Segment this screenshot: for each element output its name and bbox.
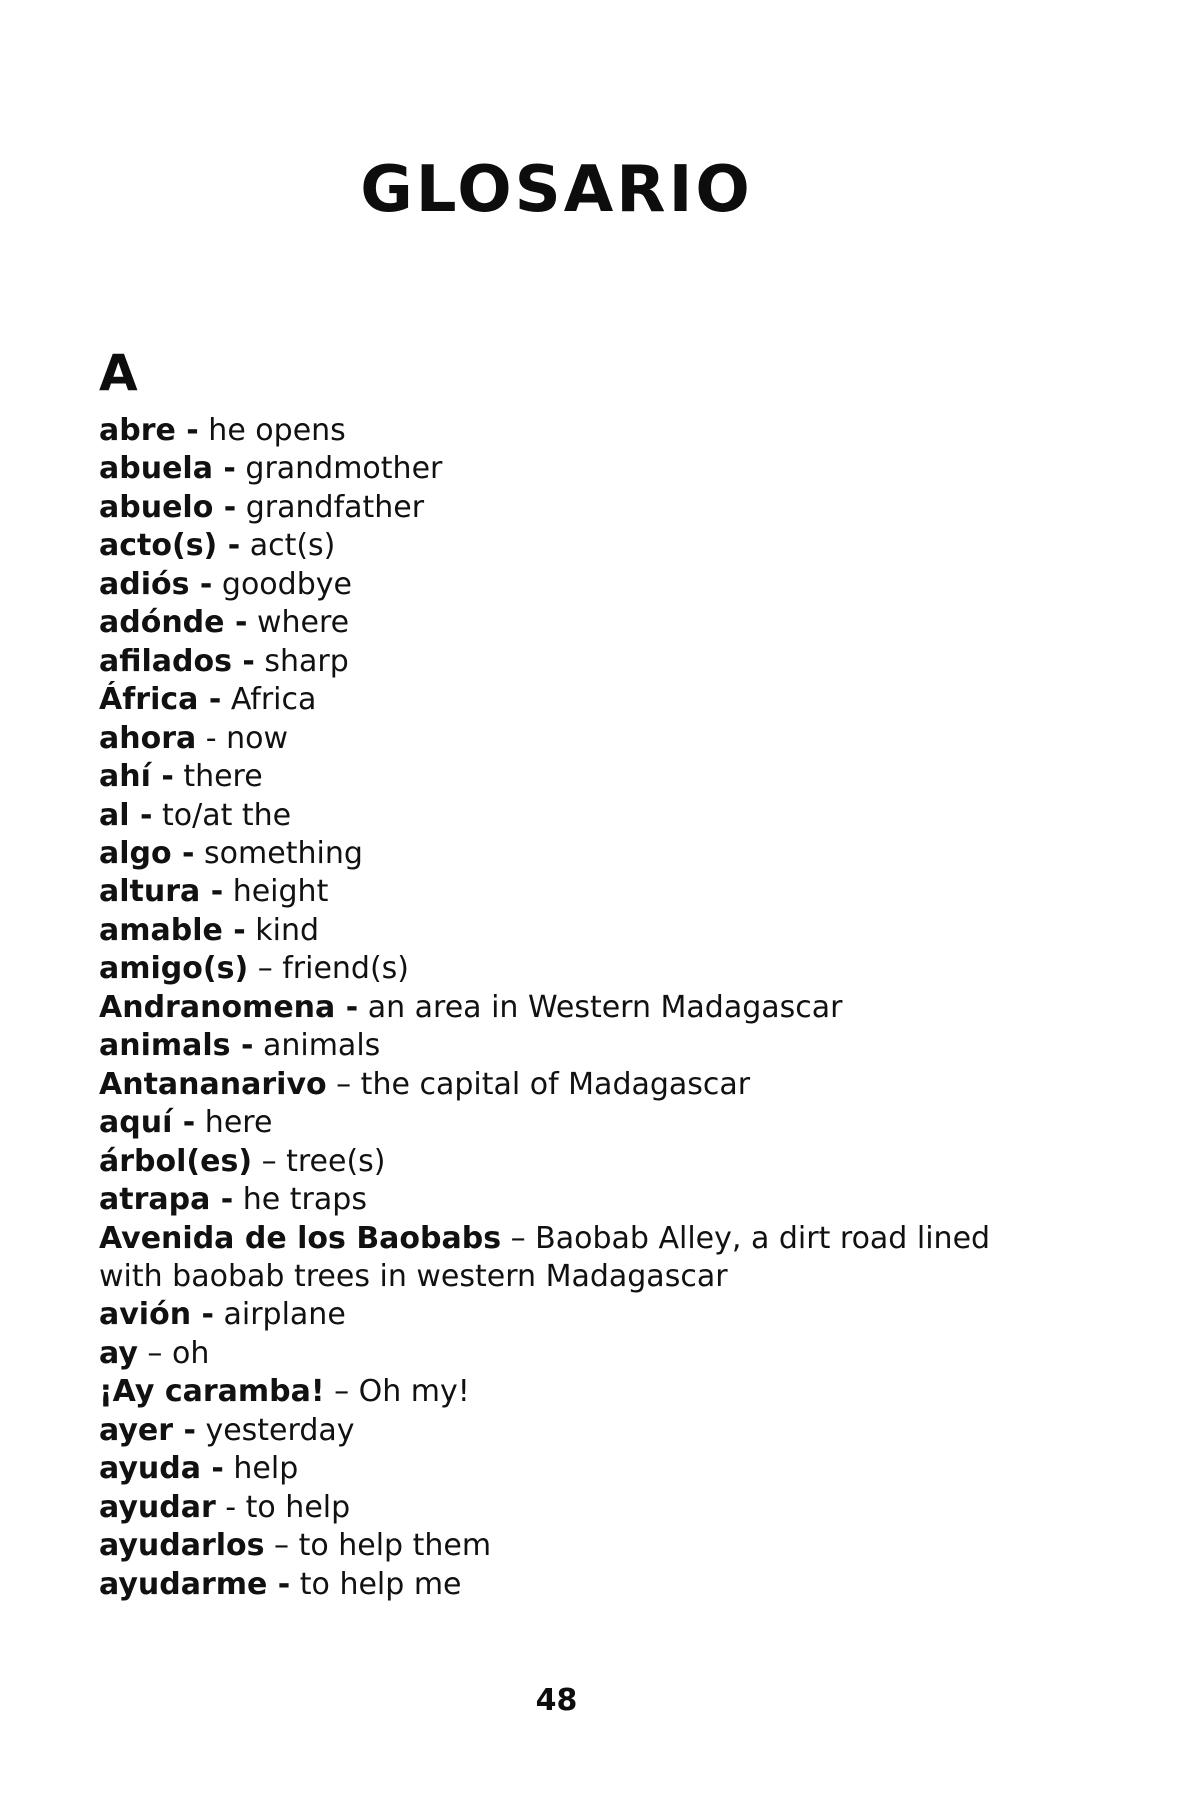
- glossary-entry: [99, 797, 1059, 835]
- glossary-entry: [99, 758, 1059, 796]
- glossary-entry: [99, 1335, 1059, 1373]
- glossary-definition: sharp: [254, 643, 349, 679]
- glossary-term: amable -: [99, 912, 246, 948]
- glossary-definition: animals: [253, 1028, 381, 1064]
- glossary-entry: [99, 566, 1059, 604]
- glossary-term: abre -: [99, 413, 199, 448]
- page-number: 48: [535, 1683, 578, 1718]
- glossary-entry: [99, 450, 1059, 488]
- glossary-term: avión -: [99, 1297, 214, 1333]
- glossary-term: aquí -: [99, 1105, 196, 1141]
- glossary-term: amigo(s): [99, 951, 249, 987]
- glossary-entry: [99, 1143, 1059, 1181]
- glossary-definition: – to help them: [264, 1528, 492, 1564]
- glossary-term: ahora: [99, 720, 197, 756]
- glossary-entry: [99, 1066, 1059, 1104]
- glossary-definition: grandfather: [236, 489, 425, 525]
- glossary-term: abuela -: [99, 451, 236, 487]
- section-letter-heading: A: [99, 344, 138, 402]
- glossary-term: ayudarme -: [99, 1566, 291, 1602]
- glossary-term: Avenida de los Baobabs: [99, 1220, 502, 1256]
- glossary-definition: there: [173, 759, 263, 795]
- glossary-entry: [99, 643, 1059, 681]
- glossary-term: ¡Ay caramba!: [99, 1374, 325, 1410]
- glossary-entry: [99, 1220, 1059, 1297]
- glossary-definition: - now: [196, 720, 289, 756]
- glossary-entry: [99, 950, 1059, 988]
- glossary-term: ayudar: [99, 1489, 216, 1525]
- glossary-entry: [99, 489, 1059, 527]
- glossary-term: adiós -: [99, 566, 213, 602]
- glossary-definition: yesterday: [195, 1412, 355, 1448]
- glossary-definition: – Baobab Alley, a dirt road lined with baobab trees in western Madagascar: [99, 1220, 991, 1294]
- glossary-definition: something: [194, 835, 363, 871]
- glossary-definition: he opens: [198, 413, 346, 448]
- glossary-term: ayudarlos: [99, 1528, 265, 1564]
- glossary-definition: - to help: [215, 1489, 351, 1525]
- glossary-entry: [99, 1450, 1059, 1488]
- glossary-term: ayer -: [99, 1412, 196, 1448]
- glossary-definition: height: [223, 874, 329, 910]
- page-title: GLOSARIO: [360, 153, 753, 227]
- glossary-term: ayuda -: [99, 1451, 224, 1487]
- glossary-term: altura -: [99, 874, 224, 910]
- glossary-term: adónde -: [99, 605, 248, 641]
- glossary-definition: act(s): [240, 528, 336, 564]
- glossary-definition: goodbye: [212, 566, 352, 602]
- glossary-entry: [99, 1527, 1059, 1565]
- glossary-definition: kind: [245, 912, 320, 948]
- glossary-definition: – Oh my!: [324, 1374, 470, 1410]
- glossary-term: acto(s) -: [99, 528, 241, 564]
- glossary-term: algo -: [99, 835, 195, 871]
- glossary-term: al -: [99, 797, 153, 833]
- glossary-entry: [99, 681, 1059, 719]
- glossary-term: Andranomena -: [99, 989, 359, 1025]
- glossary-definition: – the capital of Madagascar: [326, 1066, 751, 1102]
- glossary-definition: – friend(s): [248, 951, 410, 987]
- glossary-term: ay: [99, 1335, 138, 1371]
- glossary-entry: [99, 412, 1059, 450]
- glossary-entry: [99, 604, 1059, 642]
- glossary-definition: he traps: [233, 1182, 367, 1218]
- glossary-definition: to/at the: [152, 797, 292, 833]
- glossary-definition: – tree(s): [252, 1143, 386, 1179]
- glossary-term: animals -: [99, 1028, 254, 1064]
- glossary-definition: to help me: [290, 1566, 462, 1602]
- glossary-entry: [99, 527, 1059, 565]
- glossary-term: árbol(es): [99, 1143, 253, 1179]
- glossary-term: abuelo -: [99, 489, 237, 525]
- glossary-entry: [99, 720, 1059, 758]
- glossary-term: África -: [99, 682, 222, 718]
- glossary-definition: grandmother: [235, 451, 443, 487]
- glossary-entry-list: [99, 412, 1059, 1604]
- glossary-term: atrapa -: [99, 1182, 234, 1218]
- glossary-definition: here: [195, 1105, 273, 1141]
- glossary-entry: [99, 1566, 1059, 1604]
- glossary-entry: [99, 989, 1059, 1027]
- glossary-term: afilados -: [99, 643, 255, 679]
- glossary-definition: an area in Western Madagascar: [358, 989, 843, 1025]
- glossary-definition: where: [247, 605, 350, 641]
- glossary-definition: – oh: [137, 1335, 210, 1371]
- glossary-entry: [99, 1373, 1059, 1411]
- glossary-entry: [99, 1296, 1059, 1334]
- glossary-entry: [99, 1489, 1059, 1527]
- glossary-entry: [99, 1027, 1059, 1065]
- glossary-definition: help: [223, 1451, 299, 1487]
- glossary-entry: [99, 1181, 1059, 1219]
- glossary-entry: [99, 1104, 1059, 1142]
- glossary-term: Antananarivo: [99, 1066, 327, 1102]
- glossary-entry: [99, 912, 1059, 950]
- glossary-entry: [99, 873, 1059, 911]
- glossary-entry: [99, 835, 1059, 873]
- glossary-definition: Africa: [221, 682, 317, 718]
- glossary-term: ahí -: [99, 759, 174, 795]
- glossary-definition: airplane: [213, 1297, 346, 1333]
- glossary-entry: [99, 1412, 1059, 1450]
